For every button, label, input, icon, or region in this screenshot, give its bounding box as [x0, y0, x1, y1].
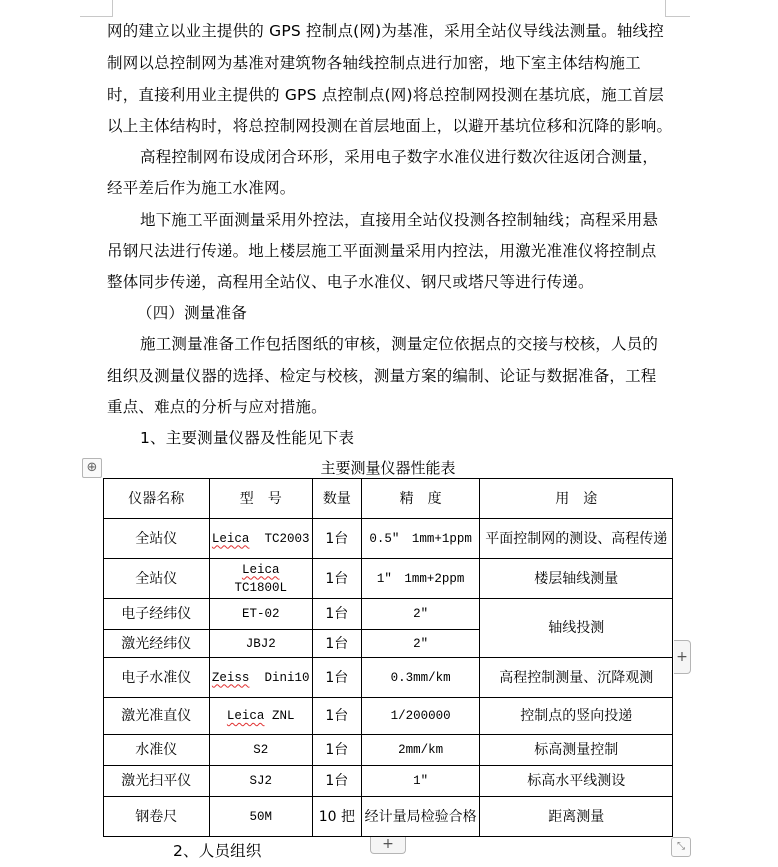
cell-precision: 0.3mm/km: [361, 658, 480, 698]
model-code: TC2003: [264, 531, 310, 546]
paragraph-line: 地下施工平面测量采用外控法，直接用全站仪投测各控制轴线；高程采用悬: [140, 211, 659, 229]
cell-qty: 1台: [312, 766, 361, 797]
cell-model: [209, 698, 312, 735]
cell-name: 电子经纬仪: [104, 599, 210, 630]
table-row: [104, 519, 673, 559]
cell-name: 电子水准仪: [104, 658, 210, 698]
cell-model: SJ2: [209, 766, 312, 797]
cell-use: 轴线投测: [480, 599, 673, 658]
model-brand: Leica: [211, 531, 250, 546]
paragraph-line: 重点、难点的分析与应对措施。: [107, 398, 327, 416]
paragraph-line: 组织及测量仪器的选择、检定与校核，测量方案的编制、论证与数据准备，工程: [107, 367, 657, 385]
cell-use: 标高测量控制: [480, 735, 673, 766]
cell-precision: 0.5″ 1mm+1ppm: [361, 519, 480, 559]
model-code: TC1800L: [234, 580, 287, 595]
cell-name: 激光准直仪: [104, 698, 210, 735]
cell-qty: 1台: [312, 698, 361, 735]
page-corner-mark-right: [665, 0, 690, 17]
cell-model: 50M: [209, 797, 312, 837]
section-heading: （四）测量准备: [137, 304, 247, 322]
cell-qty: 1台: [312, 599, 361, 630]
table-move-handle-icon[interactable]: ⊕: [82, 458, 102, 478]
table-row: [104, 797, 673, 837]
cell-qty: 1台: [312, 559, 361, 599]
table-row: [104, 658, 673, 698]
paragraph-line: 经平差后作为施工水准网。: [107, 179, 296, 197]
header-cell: 型 号: [209, 479, 312, 519]
cell-model: [209, 658, 312, 698]
table-row: [104, 766, 673, 797]
header-cell: 数量: [312, 479, 361, 519]
model-code: Dini10: [264, 670, 310, 685]
table-header-row: [104, 479, 673, 519]
cell-precision: 经计量局检验合格: [361, 797, 480, 837]
cell-name: 水准仪: [104, 735, 210, 766]
paragraph-line: 高程控制网布设成闭合环形，采用电子数字水准仪进行数次往返闭合测量，: [140, 148, 659, 166]
cell-use: 距离测量: [480, 797, 673, 837]
table-row: [104, 559, 673, 599]
header-cell: 精 度: [361, 479, 480, 519]
cell-model: S2: [209, 735, 312, 766]
model-code: ZNL: [271, 709, 295, 723]
paragraph-line: 网的建立以业主提供的 GPS 控制点(网)为基准，采用全站仪导线法测量。轴线控: [107, 22, 664, 40]
cell-name: 钢卷尺: [104, 797, 210, 837]
cell-precision: 2mm/km: [361, 735, 480, 766]
cell-model: JBJ2: [209, 630, 312, 658]
paragraph-line: 施工测量准备工作包括图纸的审核，测量定位依据点的交接与校核，人员的: [140, 335, 659, 353]
table-row: [104, 735, 673, 766]
cell-model: [209, 519, 312, 559]
model-brand: Leica: [226, 709, 265, 723]
cell-name: 全站仪: [104, 519, 210, 559]
instrument-table: [103, 478, 673, 837]
header-cell: 用 途: [480, 479, 673, 519]
cell-model: [209, 559, 312, 599]
paragraph-line: 制网以总控制网为基准对建筑物各轴线控制点进行加密，地下室主体结构施工: [107, 54, 641, 72]
cell-qty: 1台: [312, 519, 361, 559]
add-row-button[interactable]: +: [370, 837, 406, 854]
paragraph-line: 时，直接利用业主提供的 GPS 点控制点(网)将总控制网投测在基坑底，施工首层: [107, 86, 664, 104]
cell-qty: 1台: [312, 658, 361, 698]
cell-model: ET-02: [209, 599, 312, 630]
cell-precision: 1″: [361, 766, 480, 797]
cell-precision: 1″ 1mm+2ppm: [361, 559, 480, 599]
cell-qty: 1台: [312, 735, 361, 766]
cell-use: 高程控制测量、沉降观测: [480, 658, 673, 698]
page-corner-mark-left: [80, 0, 113, 17]
cell-use: 控制点的竖向投递: [480, 698, 673, 735]
cell-use: 标高水平线测设: [480, 766, 673, 797]
cell-precision: 1/200000: [361, 698, 480, 735]
cell-name: 激光经纬仪: [104, 630, 210, 658]
table-row: [104, 698, 673, 735]
model-brand: Leica: [241, 562, 280, 577]
cell-use: 平面控制网的测设、高程传递: [480, 519, 673, 559]
cell-precision: 2″: [361, 599, 480, 630]
table-row: [104, 599, 673, 630]
paragraph-line: 以上主体结构时，将总控制网投测在首层地面上，以避开基坑位移和沉降的影响。: [107, 117, 673, 135]
subsection-heading: 1、主要测量仪器及性能见下表: [140, 429, 355, 447]
next-section-heading: 2、人员组织: [173, 842, 262, 860]
cell-name: 全站仪: [104, 559, 210, 599]
cell-qty: 10 把: [312, 797, 361, 837]
table-title: 主要测量仪器性能表: [320, 459, 456, 477]
cell-name: 激光扫平仪: [104, 766, 210, 797]
paragraph-line: 吊钢尺法进行传递。地上楼层施工平面测量采用内控法，用激光准准仪将控制点: [107, 242, 657, 260]
add-column-button[interactable]: +: [674, 640, 691, 674]
paragraph-line: 整体同步传递，高程用全站仪、电子水准仪、钢尺或塔尺等进行传递。: [107, 273, 594, 291]
table-resize-handle-icon[interactable]: ⤡: [671, 837, 691, 857]
cell-use: 楼层轴线测量: [480, 559, 673, 599]
header-cell: 仪器名称: [104, 479, 210, 519]
model-brand: Zeiss: [211, 670, 250, 685]
cell-qty: 1台: [312, 630, 361, 658]
cell-precision: 2″: [361, 630, 480, 658]
